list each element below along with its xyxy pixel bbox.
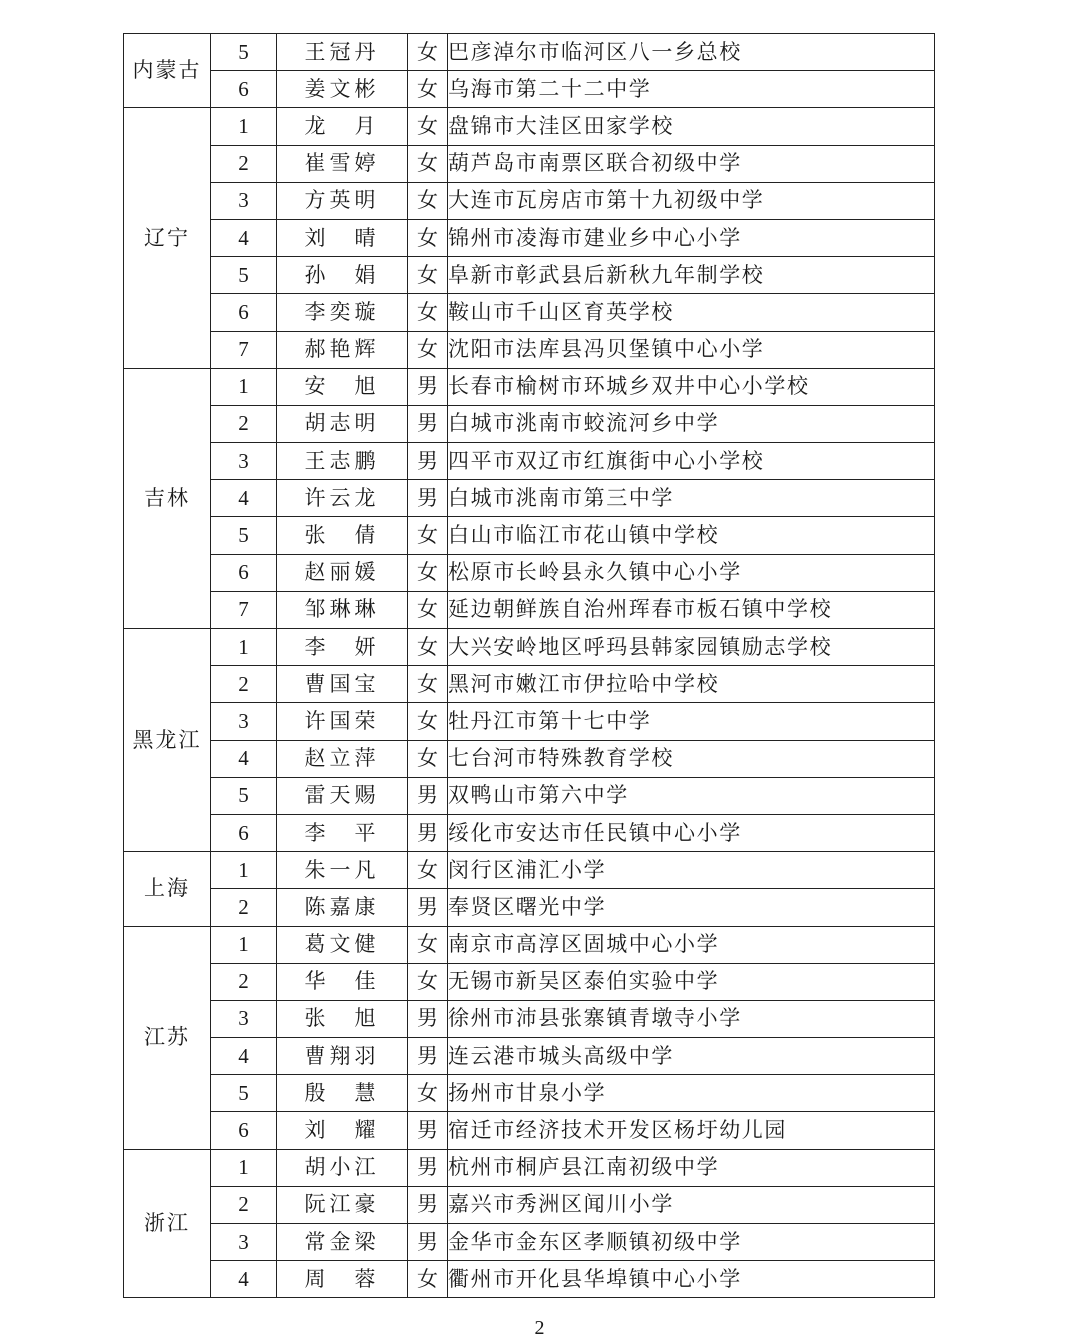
gender-cell: 女 [408,1075,448,1112]
school-cell: 嘉兴市秀洲区闻川小学 [448,1186,935,1223]
name-cell: 刘 耀 [277,1112,408,1149]
name-cell: 陈嘉康 [277,889,408,926]
number-cell: 2 [211,666,277,703]
school-cell: 黑河市嫩江市伊拉哈中学校 [448,666,935,703]
table-row [124,1075,935,1112]
number-cell: 3 [211,443,277,480]
number-cell: 5 [211,777,277,814]
table-row [124,889,935,926]
table-row [124,219,935,256]
gender-cell: 女 [408,219,448,256]
school-cell: 奉贤区曙光中学 [448,889,935,926]
name-cell: 王志鹏 [277,443,408,480]
number-cell: 1 [211,1149,277,1186]
table-row [124,182,935,219]
school-cell: 阜新市彰武县后新秋九年制学校 [448,257,935,294]
school-cell: 大兴安岭地区呼玛县韩家园镇励志学校 [448,629,935,666]
number-cell: 1 [211,852,277,889]
name-cell: 龙 月 [277,108,408,145]
table-row [124,1000,935,1037]
school-cell: 乌海市第二十二中学 [448,71,935,108]
gender-cell: 女 [408,34,448,71]
name-cell: 阮江豪 [277,1186,408,1223]
gender-cell: 女 [408,331,448,368]
gender-cell: 男 [408,368,448,405]
school-cell: 葫芦岛市南票区联合初级中学 [448,145,935,182]
table-row [124,926,935,963]
table-row [124,294,935,331]
school-cell: 延边朝鲜族自治州珲春市板石镇中学校 [448,591,935,628]
school-cell: 宿迁市经济技术开发区杨圩幼儿园 [448,1112,935,1149]
table-row [124,1261,935,1298]
number-cell: 3 [211,182,277,219]
school-cell: 闵行区浦汇小学 [448,852,935,889]
number-cell: 4 [211,1038,277,1075]
gender-cell: 女 [408,108,448,145]
name-cell: 周 蓉 [277,1261,408,1298]
table-row [124,257,935,294]
school-cell: 杭州市桐庐县江南初级中学 [448,1149,935,1186]
name-cell: 葛文健 [277,926,408,963]
school-cell: 四平市双辽市红旗街中心小学校 [448,443,935,480]
roster-body [124,34,935,1298]
school-cell: 双鸭山市第六中学 [448,777,935,814]
name-cell: 姜文彬 [277,71,408,108]
school-cell: 衢州市开化县华埠镇中心小学 [448,1261,935,1298]
name-cell: 殷 慧 [277,1075,408,1112]
table-row [124,1112,935,1149]
table-row [124,814,935,851]
school-cell: 扬州市甘泉小学 [448,1075,935,1112]
name-cell: 胡志明 [277,405,408,442]
school-cell: 金华市金东区孝顺镇初级中学 [448,1224,935,1261]
number-cell: 6 [211,71,277,108]
gender-cell: 女 [408,629,448,666]
name-cell: 崔雪婷 [277,145,408,182]
table-row [124,1038,935,1075]
gender-cell: 女 [408,963,448,1000]
name-cell: 华 佳 [277,963,408,1000]
number-cell: 5 [211,1075,277,1112]
name-cell: 郝艳辉 [277,331,408,368]
name-cell: 许国荣 [277,703,408,740]
school-cell: 无锡市新吴区泰伯实验中学 [448,963,935,1000]
table-row [124,331,935,368]
name-cell: 孙 娟 [277,257,408,294]
school-cell: 白山市临江市花山镇中学校 [448,517,935,554]
gender-cell: 男 [408,1038,448,1075]
gender-cell: 女 [408,666,448,703]
gender-cell: 男 [408,889,448,926]
school-cell: 巴彦淖尔市临河区八一乡总校 [448,34,935,71]
number-cell: 4 [211,219,277,256]
number-cell: 3 [211,703,277,740]
name-cell: 常金梁 [277,1224,408,1261]
gender-cell: 女 [408,703,448,740]
table-row [124,852,935,889]
name-cell: 赵立萍 [277,740,408,777]
name-cell: 曹翔羽 [277,1038,408,1075]
name-cell: 邹琳琳 [277,591,408,628]
gender-cell: 女 [408,71,448,108]
gender-cell: 女 [408,926,448,963]
name-cell: 张 旭 [277,1000,408,1037]
gender-cell: 男 [408,777,448,814]
name-cell: 刘 晴 [277,219,408,256]
school-cell: 绥化市安达市任民镇中心小学 [448,814,935,851]
table-row [124,963,935,1000]
province-cell: 上海 [124,852,211,926]
number-cell: 1 [211,368,277,405]
gender-cell: 女 [408,591,448,628]
school-cell: 白城市洮南市蛟流河乡中学 [448,405,935,442]
table-row [124,71,935,108]
table-row [124,405,935,442]
name-cell: 曹国宝 [277,666,408,703]
number-cell: 1 [211,108,277,145]
name-cell: 赵丽媛 [277,554,408,591]
number-cell: 6 [211,814,277,851]
number-cell: 5 [211,257,277,294]
table-row [124,34,935,71]
name-cell: 李奕璇 [277,294,408,331]
province-cell: 江苏 [124,926,211,1149]
number-cell: 4 [211,740,277,777]
table-row [124,108,935,145]
school-cell: 长春市榆树市环城乡双井中心小学校 [448,368,935,405]
name-cell: 张 倩 [277,517,408,554]
table-row [124,740,935,777]
number-cell: 1 [211,926,277,963]
number-cell: 4 [211,1261,277,1298]
table-row [124,777,935,814]
name-cell: 许云龙 [277,480,408,517]
gender-cell: 男 [408,405,448,442]
name-cell: 王冠丹 [277,34,408,71]
province-cell: 吉林 [124,368,211,628]
name-cell: 李 妍 [277,629,408,666]
number-cell: 2 [211,963,277,1000]
gender-cell: 男 [408,814,448,851]
table-row [124,480,935,517]
school-cell: 锦州市凌海市建业乡中心小学 [448,219,935,256]
school-cell: 牡丹江市第十七中学 [448,703,935,740]
number-cell: 2 [211,405,277,442]
table-row [124,554,935,591]
gender-cell: 女 [408,740,448,777]
gender-cell: 女 [408,182,448,219]
number-cell: 2 [211,1186,277,1223]
number-cell: 5 [211,34,277,71]
number-cell: 1 [211,629,277,666]
table-row [124,703,935,740]
number-cell: 3 [211,1000,277,1037]
province-cell: 辽宁 [124,108,211,368]
roster-table [123,33,935,1298]
table-row [124,666,935,703]
school-cell: 鞍山市千山区育英学校 [448,294,935,331]
number-cell: 7 [211,331,277,368]
table-row [124,368,935,405]
table-row [124,145,935,182]
gender-cell: 女 [408,294,448,331]
school-cell: 徐州市沛县张寨镇青墩寺小学 [448,1000,935,1037]
table-row [124,1224,935,1261]
school-cell: 南京市高淳区固城中心小学 [448,926,935,963]
number-cell: 2 [211,889,277,926]
gender-cell: 女 [408,1261,448,1298]
number-cell: 4 [211,480,277,517]
gender-cell: 女 [408,852,448,889]
gender-cell: 男 [408,443,448,480]
number-cell: 5 [211,517,277,554]
gender-cell: 男 [408,480,448,517]
school-cell: 白城市洮南市第三中学 [448,480,935,517]
name-cell: 方英明 [277,182,408,219]
number-cell: 7 [211,591,277,628]
table-row [124,1186,935,1223]
table-row [124,1149,935,1186]
school-cell: 盘锦市大洼区田家学校 [448,108,935,145]
province-cell: 黑龙江 [124,629,211,852]
school-cell: 大连市瓦房店市第十九初级中学 [448,182,935,219]
province-cell: 浙江 [124,1149,211,1298]
name-cell: 朱一凡 [277,852,408,889]
province-cell: 内蒙古 [124,34,211,108]
gender-cell: 女 [408,145,448,182]
number-cell: 6 [211,1112,277,1149]
gender-cell: 女 [408,517,448,554]
number-cell: 3 [211,1224,277,1261]
gender-cell: 男 [408,1186,448,1223]
gender-cell: 男 [408,1149,448,1186]
gender-cell: 女 [408,554,448,591]
gender-cell: 女 [408,257,448,294]
school-cell: 连云港市城头高级中学 [448,1038,935,1075]
school-cell: 七台河市特殊教育学校 [448,740,935,777]
gender-cell: 男 [408,1224,448,1261]
table-row [124,591,935,628]
number-cell: 6 [211,294,277,331]
gender-cell: 男 [408,1112,448,1149]
number-cell: 6 [211,554,277,591]
gender-cell: 男 [408,1000,448,1037]
page-number: 2 [534,1317,545,1339]
name-cell: 胡小江 [277,1149,408,1186]
name-cell: 雷天赐 [277,777,408,814]
school-cell: 松原市长岭县永久镇中心小学 [448,554,935,591]
table-row [124,443,935,480]
school-cell: 沈阳市法库县冯贝堡镇中心小学 [448,331,935,368]
number-cell: 2 [211,145,277,182]
table-row [124,517,935,554]
table-row [124,629,935,666]
name-cell: 李 平 [277,814,408,851]
name-cell: 安 旭 [277,368,408,405]
